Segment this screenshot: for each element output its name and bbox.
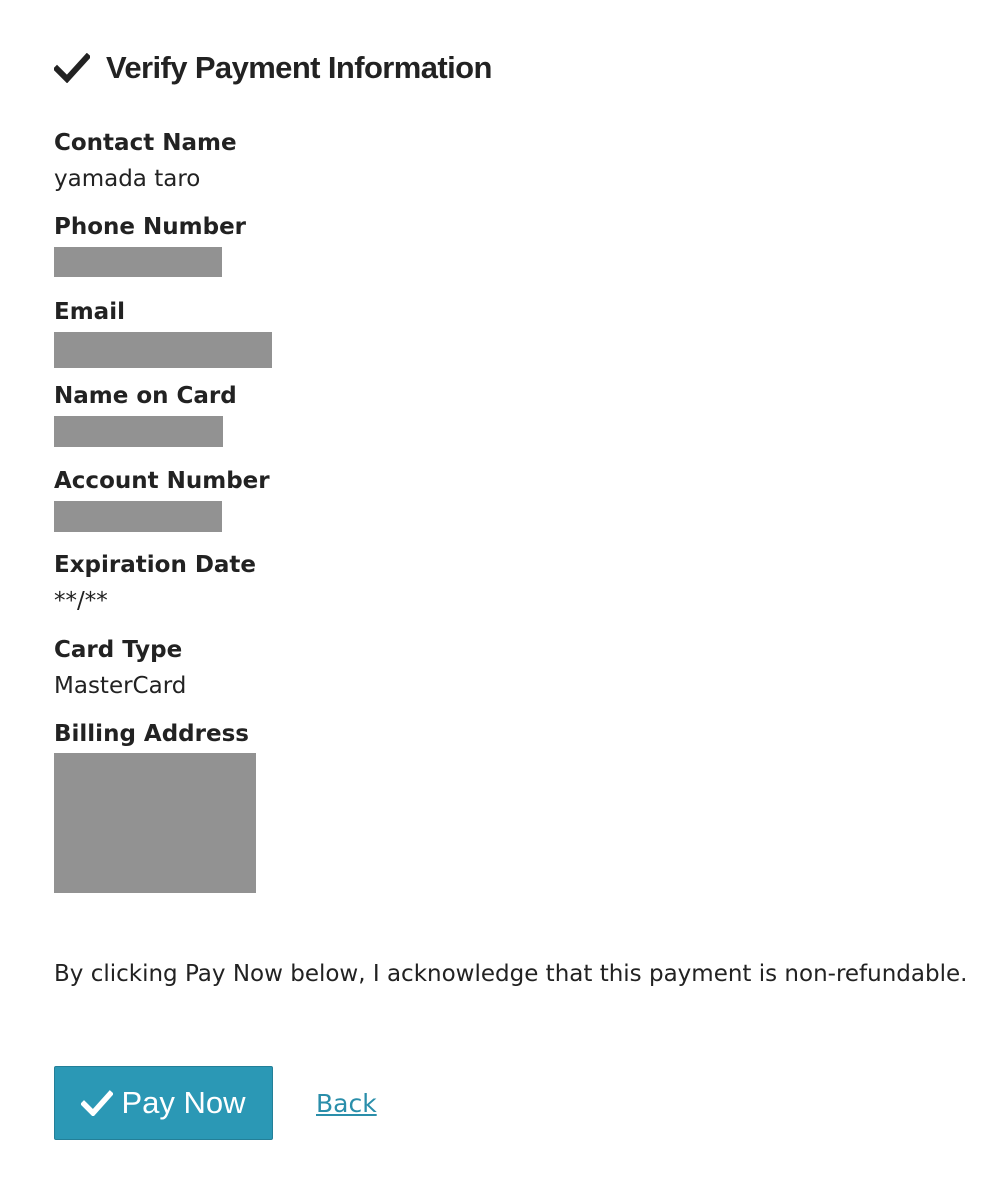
- page-heading: [54, 46, 492, 90]
- expiration-date-label: Expiration Date: [54, 552, 257, 578]
- account-number-label: Account Number: [54, 468, 270, 494]
- name-on-card-field: [54, 381, 237, 447]
- billing-address-field: [54, 719, 256, 893]
- name-on-card-label: Name on Card: [54, 383, 237, 409]
- non-refundable-notice: By clicking Pay Now below, I acknowledge that this payment is non-refundable.: [54, 961, 968, 987]
- phone-number-label: Phone Number: [54, 214, 247, 240]
- contact-name-label: Contact Name: [54, 130, 237, 156]
- billing-address-redacted: [54, 753, 256, 893]
- account-number-redacted: [54, 501, 222, 532]
- form-actions: [54, 1066, 377, 1140]
- pay-now-button[interactable]: [54, 1066, 273, 1140]
- card-type-value: MasterCard: [54, 673, 187, 699]
- phone-number-redacted: [54, 247, 222, 277]
- back-link[interactable]: Back: [316, 1088, 377, 1118]
- card-type-label: Card Type: [54, 637, 183, 663]
- name-on-card-redacted: [54, 416, 223, 447]
- email-field: [54, 297, 272, 368]
- pay-now-label: Pay Now: [121, 1085, 246, 1120]
- checkmark-icon: [54, 53, 90, 83]
- page-title: Verify Payment Information: [106, 50, 492, 85]
- expiration-date-value: **/**: [54, 588, 108, 614]
- email-redacted: [54, 332, 272, 368]
- phone-number-field: [54, 212, 246, 277]
- card-type-field: [54, 635, 186, 701]
- email-label: Email: [54, 299, 125, 325]
- billing-address-label: Billing Address: [54, 721, 249, 747]
- checkmark-icon: [81, 1090, 113, 1116]
- contact-name-value: yamada taro: [54, 166, 201, 192]
- contact-name-field: [54, 128, 237, 194]
- expiration-date-field: [54, 550, 256, 616]
- account-number-field: [54, 466, 270, 532]
